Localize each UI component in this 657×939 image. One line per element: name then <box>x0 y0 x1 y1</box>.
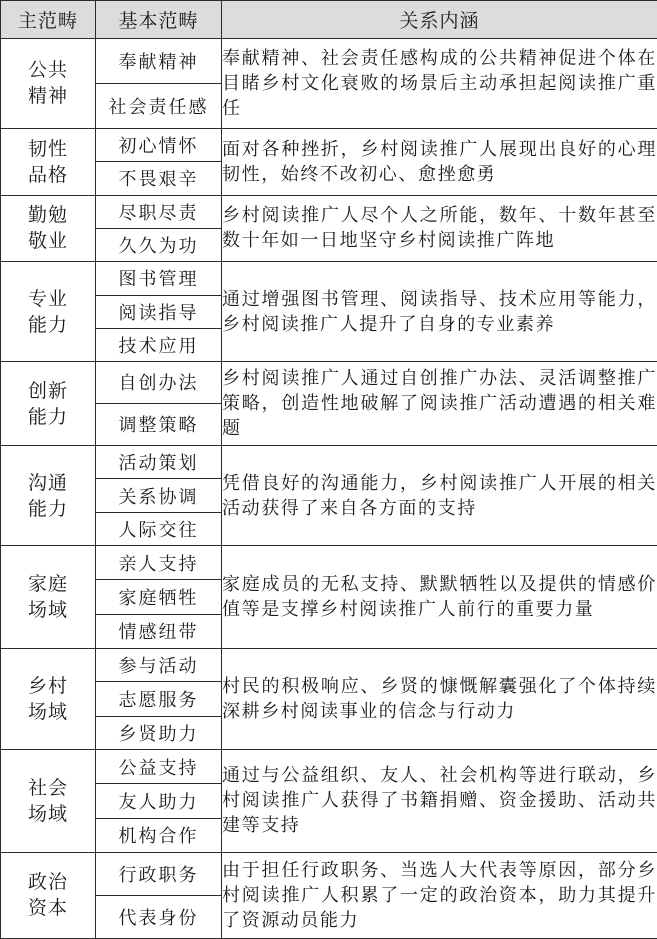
sub-category-cell: 久久为功 <box>96 228 222 261</box>
sub-category-cell: 亲人支持 <box>96 546 222 580</box>
table-row <box>1 749 657 783</box>
main-category-cell: 创新能力 <box>1 362 96 446</box>
header-relation: 关系内涵 <box>222 1 657 39</box>
main-category-cell: 社会场域 <box>1 749 96 852</box>
sub-category-cell: 参与活动 <box>96 648 222 681</box>
sub-category-cell: 乡贤助力 <box>96 716 222 749</box>
table-row <box>1 39 657 84</box>
main-category-cell: 乡村场域 <box>1 648 96 749</box>
sub-category-cell: 关系协调 <box>96 479 222 512</box>
sub-category-cell: 初心情怀 <box>96 128 222 161</box>
sub-category-cell: 技术应用 <box>96 328 222 361</box>
relation-cell: 乡村阅读推广人通过自创推广办法、灵活调整推广策略，创造性地破解了阅读推广活动遭遇的相关难题 <box>222 362 657 446</box>
main-category-cell: 勤勉敬业 <box>1 195 96 262</box>
relation-cell: 奉献精神、社会责任感构成的公共精神促进个体在目睹乡村文化衰败的场景后主动承担起阅读推广重任 <box>222 39 657 129</box>
relation-cell: 乡村阅读推广人尽个人之所能，数年、十数年甚至数十年如一日地坚守乡村阅读推广阵地 <box>222 195 657 262</box>
sub-category-cell: 自创办法 <box>96 362 222 403</box>
sub-category-cell: 人际交往 <box>96 512 222 545</box>
sub-category-cell: 志愿服务 <box>96 682 222 716</box>
sub-category-cell: 公益支持 <box>96 749 222 783</box>
sub-category-cell: 尽职尽责 <box>96 195 222 228</box>
main-category-cell: 公共精神 <box>1 39 96 129</box>
main-category-cell: 专业能力 <box>1 262 96 362</box>
header-main-category: 主范畴 <box>1 1 96 39</box>
sub-category-cell: 家庭牺牲 <box>96 580 222 614</box>
sub-category-cell: 图书管理 <box>96 262 222 295</box>
table-row <box>1 195 657 228</box>
table-row <box>1 362 657 403</box>
relation-cell: 家庭成员的无私支持、默默牺牲以及提供的情感价值等是支撑乡村阅读推广人前行的重要力量 <box>222 546 657 649</box>
header-sub-category: 基本范畴 <box>96 1 222 39</box>
table-row <box>1 446 657 479</box>
sub-category-cell: 奉献精神 <box>96 39 222 84</box>
table-row <box>1 852 657 895</box>
sub-category-cell: 活动策划 <box>96 446 222 479</box>
main-category-cell: 家庭场域 <box>1 546 96 649</box>
table-row <box>1 262 657 295</box>
main-category-cell: 政治资本 <box>1 852 96 938</box>
relation-cell: 村民的积极响应、乡贤的慷慨解囊强化了个体持续深耕乡村阅读事业的信念与行动力 <box>222 648 657 749</box>
relation-cell: 通过增强图书管理、阅读指导、技术应用等能力，乡村阅读推广人提升了自身的专业素养 <box>222 262 657 362</box>
sub-category-cell: 代表身份 <box>96 896 222 939</box>
sub-category-cell: 社会责任感 <box>96 84 222 128</box>
sub-category-cell: 阅读指导 <box>96 295 222 328</box>
sub-category-cell: 机构合作 <box>96 818 222 852</box>
sub-category-cell: 友人助力 <box>96 784 222 818</box>
sub-category-cell: 不畏艰辛 <box>96 162 222 195</box>
header-row <box>1 1 657 39</box>
main-category-cell: 韧性品格 <box>1 128 96 195</box>
table-row <box>1 546 657 580</box>
sub-category-cell: 调整策略 <box>96 403 222 445</box>
table-row <box>1 128 657 161</box>
relation-cell: 由于担任行政职务、当选人大代表等原因，部分乡村阅读推广人积累了一定的政治资本，助力其提升了资源动员能力 <box>222 852 657 938</box>
relation-cell: 凭借良好的沟通能力，乡村阅读推广人开展的相关活动获得了来自各方面的支持 <box>222 446 657 546</box>
sub-category-cell: 情感纽带 <box>96 614 222 648</box>
relation-cell: 通过与公益组织、友人、社会机构等进行联动，乡村阅读推广人获得了书籍捐赠、资金援助、活动共建等支持 <box>222 749 657 852</box>
relation-cell: 面对各种挫折，乡村阅读推广人展现出良好的心理韧性，始终不改初心、愈挫愈勇 <box>222 128 657 195</box>
sub-category-cell: 行政职务 <box>96 852 222 895</box>
main-category-cell: 沟通能力 <box>1 446 96 546</box>
table-row <box>1 648 657 681</box>
